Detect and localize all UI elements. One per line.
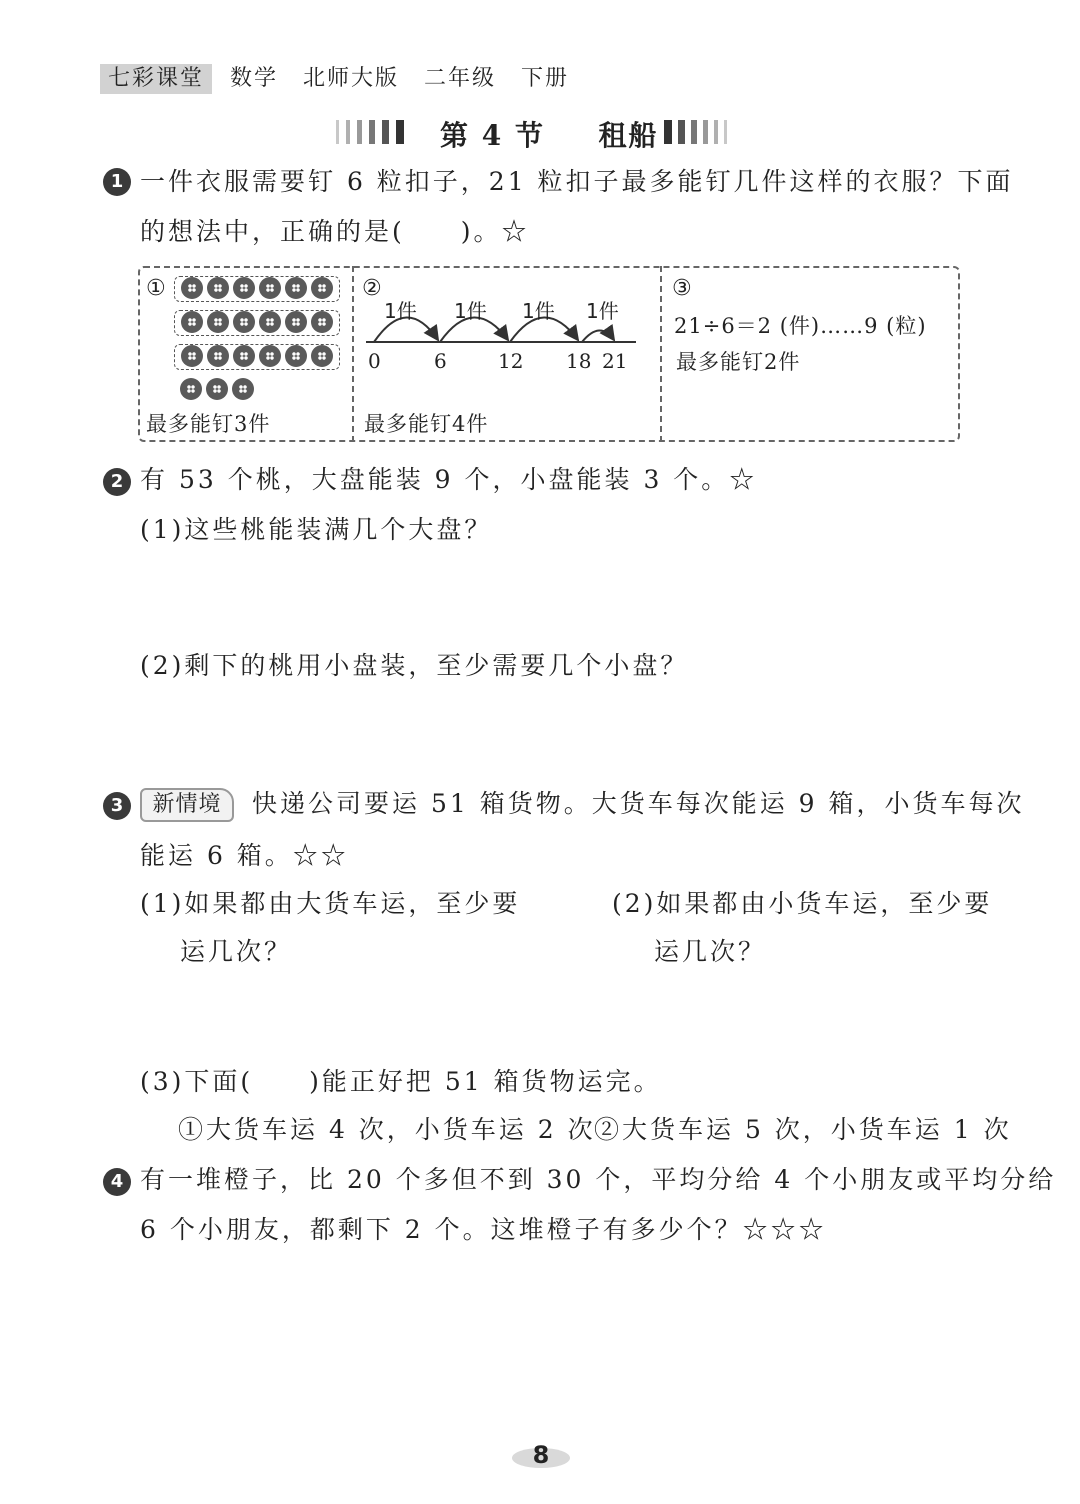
button-icon (207, 311, 229, 333)
jump-label-4: 1件 (586, 299, 619, 323)
question-3-choice-2: ②大货车运 5 次，小货车运 1 次 (594, 1115, 1012, 1144)
button-icon (233, 345, 255, 367)
button-icon (311, 311, 333, 333)
button-group-of-six (174, 276, 340, 302)
option-2-label: ② (362, 276, 382, 301)
button-icon (233, 277, 255, 299)
option-1-conclusion: 最多能钉3件 (146, 412, 271, 436)
button-icon (181, 311, 203, 333)
button-icon (259, 311, 281, 333)
button-icon (180, 378, 202, 400)
button-group-of-six (174, 344, 340, 370)
jump-label-1: 1件 (384, 299, 417, 323)
question-3-number: 3 (103, 792, 131, 820)
button-icon (207, 277, 229, 299)
section-title-row (0, 112, 1080, 152)
question-2-number: 2 (103, 468, 131, 496)
tick-label-0: 0 (368, 349, 381, 373)
question-3-part-1-line-1: (1)如果都由大货车运，至少要 (140, 889, 521, 918)
new-context-tag: 新情境 (140, 788, 234, 822)
question-3-choice-1: ①大货车运 4 次，小货车运 2 次 (178, 1115, 596, 1144)
book-info: 数学 北师大版 二年级 下册 (230, 66, 569, 91)
button-group-of-six (174, 310, 340, 336)
option-3-equation: 21÷6＝2 (件)……9 (粒) (674, 314, 927, 338)
question-3-line-2: 能运 6 箱。☆☆ (140, 841, 349, 870)
option-1-label: ① (146, 276, 166, 301)
question-2-part-1: (1)这些桃能装满几个大盘？ (140, 515, 493, 544)
tick-label-6: 6 (434, 349, 447, 373)
number-line-diagram (352, 290, 652, 380)
button-icon (285, 311, 307, 333)
question-1-line-1: 一件衣服需要钉 6 粒扣子，21 粒扣子最多能钉几件这样的衣服？下面 (140, 167, 1014, 196)
button-icon (259, 277, 281, 299)
section-name: 租船 (598, 119, 659, 152)
question-3-part-2-line-2: 运几次？ (654, 937, 767, 966)
question-3-part-3: (3)下面( )能正好把 51 箱货物运完。 (140, 1067, 662, 1096)
question-2-part-2: (2)剩下的桃用小盘装，至少需要几个小盘？ (140, 651, 689, 680)
options-divider-2 (660, 266, 662, 442)
option-3-label: ③ (672, 276, 692, 301)
button-icon (285, 345, 307, 367)
button-icon (311, 277, 333, 299)
button-icon (207, 345, 229, 367)
jump-label-2: 1件 (454, 299, 487, 323)
button-remainder-group (178, 378, 256, 400)
question-4-line-2: 6 个小朋友，都剩下 2 个。这堆橙子有多少个？☆☆☆ (140, 1215, 827, 1244)
book-series-label: 七彩课堂 (100, 64, 212, 94)
button-icon (285, 277, 307, 299)
question-4-line-1: 有一堆橙子，比 20 个多但不到 30 个，平均分给 4 个小朋友或平均分给 (140, 1165, 1057, 1194)
question-1-line-2: 的想法中，正确的是( )。☆ (140, 217, 530, 246)
button-icon (233, 311, 255, 333)
question-4-number: 4 (103, 1168, 131, 1196)
question-3-part-1-line-2: 运几次？ (180, 937, 293, 966)
button-icon (181, 277, 203, 299)
button-icon (311, 345, 333, 367)
button-icon (259, 345, 281, 367)
question-3-line-1: 快递公司要运 51 箱货物。大货车每次能运 9 箱，小货车每次 (252, 789, 1025, 818)
question-1-number: 1 (103, 168, 131, 196)
decorative-bars-right (664, 120, 744, 144)
question-2-stem: 有 53 个桃，大盘能装 9 个，小盘能装 3 个。☆ (140, 465, 758, 494)
jump-arrow-4 (582, 330, 614, 342)
tick-label-12: 12 (498, 349, 524, 373)
button-icon (206, 378, 228, 400)
tick-label-18: 18 (566, 349, 592, 373)
button-icon (181, 345, 203, 367)
button-icon (232, 378, 254, 400)
question-3-part-2-line-1: (2)如果都由小货车运，至少要 (612, 889, 993, 918)
option-3-conclusion: 最多能钉2件 (676, 350, 801, 374)
decorative-bars-left (336, 120, 416, 144)
page-number: 8 (532, 1441, 550, 1469)
option-2-conclusion: 最多能钉4件 (364, 412, 489, 436)
tick-label-21: 21 (602, 349, 628, 373)
section-label: 第 4 节 (440, 119, 545, 152)
jump-label-3: 1件 (522, 299, 555, 323)
section-title (440, 114, 659, 154)
